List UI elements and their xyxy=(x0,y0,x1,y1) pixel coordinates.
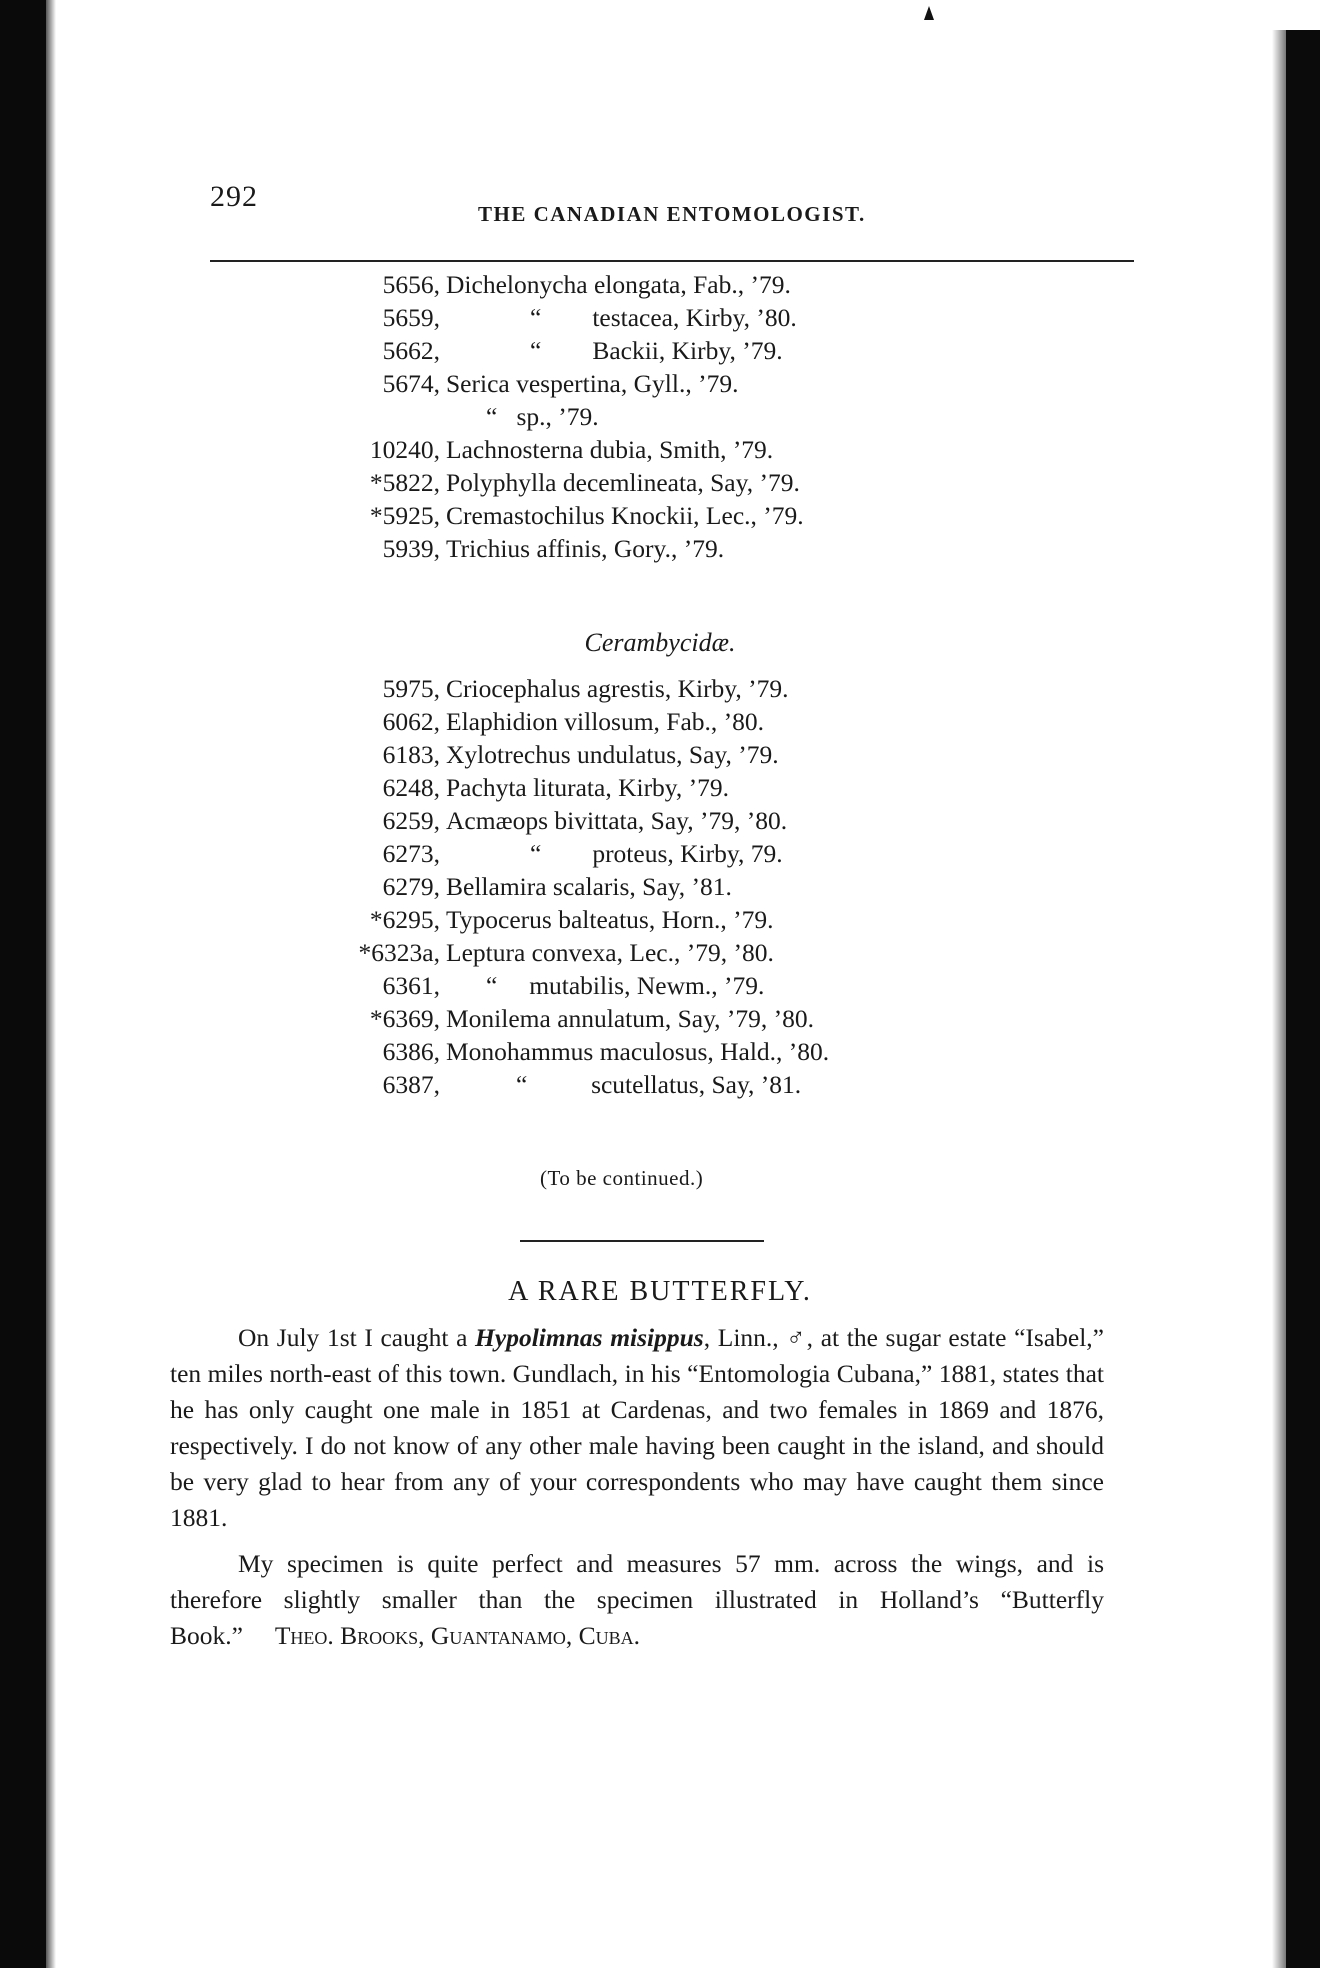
species-name-italic: Hypolimnas misippus xyxy=(475,1323,704,1352)
species-name: Polyphylla decemlineata, Say, ’79. xyxy=(446,468,800,497)
list-item xyxy=(350,672,950,705)
species-name: Elaphidion villosum, Fab., ’80. xyxy=(446,707,765,736)
species-number: *6295, xyxy=(369,905,440,934)
species-name: “ scutellatus, Say, ’81. xyxy=(516,1070,802,1099)
family-heading: Cerambycidæ. xyxy=(584,628,736,657)
list-item xyxy=(350,367,950,400)
list-item xyxy=(350,903,950,936)
species-name: Monohammus maculosus, Hald., ’80. xyxy=(446,1037,830,1066)
paragraph-text: , Linn., ♂, at the sugar estate “Isabel,” ten miles north-east of this town. Gundlach, in his “Entomologia Cubana,” 1881, states that he has only caught one male in 1851 at Cardenas, and two females in 1869 and 1876, respectively. I do not know of any other male having been caught in the island, and should be very glad to hear from any of your correspondents who may have caught them since 1881. xyxy=(170,1323,1104,1532)
article-body xyxy=(170,1320,1104,1664)
species-number: *6369, xyxy=(369,1004,440,1033)
list-item xyxy=(350,499,950,532)
scan-mark xyxy=(924,6,934,20)
list-item xyxy=(350,804,950,837)
species-name: Typocerus balteatus, Horn., ’79. xyxy=(446,905,774,934)
continued-note: (To be continued.) xyxy=(540,1166,704,1190)
species-number: 5656, xyxy=(382,270,440,299)
list-item xyxy=(350,738,950,771)
list-item xyxy=(350,837,950,870)
species-name: Pachyta liturata, Kirby, ’79. xyxy=(446,773,730,802)
species-number: 6279, xyxy=(382,872,440,901)
species-name: Serica vespertina, Gyll., ’79. xyxy=(446,369,739,398)
list-item xyxy=(350,532,950,565)
article-title: A RARE BUTTERFLY. xyxy=(508,1276,812,1307)
species-name: “ proteus, Kirby, 79. xyxy=(530,839,783,868)
species-name: “ testacea, Kirby, ’80. xyxy=(530,303,797,332)
species-number: 6387, xyxy=(382,1070,440,1099)
species-name: Lachnosterna dubia, Smith, ’79. xyxy=(446,435,774,464)
species-list-cerambycidae xyxy=(350,672,950,1101)
list-item xyxy=(350,969,950,1002)
species-number: 5939, xyxy=(382,534,440,563)
species-number: 6248, xyxy=(382,773,440,802)
species-name: Leptura convexa, Lec., ’79, ’80. xyxy=(446,938,774,967)
header-rule xyxy=(210,260,1134,262)
article-paragraph xyxy=(170,1320,1104,1536)
species-number: 6361, xyxy=(382,971,440,1000)
species-name: Bellamira scalaris, Say, ’81. xyxy=(446,872,732,901)
list-item xyxy=(350,268,950,301)
species-name: Acmæops bivittata, Say, ’79, ’80. xyxy=(446,806,788,835)
list-item xyxy=(350,433,950,466)
species-name: Criocephalus agrestis, Kirby, ’79. xyxy=(446,674,789,703)
list-item xyxy=(350,466,950,499)
list-item xyxy=(350,705,950,738)
list-item xyxy=(350,771,950,804)
species-name: Trichius affinis, Gory., ’79. xyxy=(446,534,725,563)
list-item xyxy=(350,1002,950,1035)
species-name: Dichelonycha elongata, Fab., ’79. xyxy=(446,270,791,299)
species-number: 10240, xyxy=(369,435,440,464)
species-number: 5659, xyxy=(382,303,440,332)
species-number: 6386, xyxy=(382,1037,440,1066)
paragraph-text: My specimen is quite perfect and measures 57 mm. across the wings, and is therefore slightly smaller than the specimen illustrated in Holland’s “Butterfly Book.” xyxy=(170,1549,1104,1650)
list-item xyxy=(350,870,950,903)
section-divider xyxy=(520,1240,764,1242)
species-list-scarabaeidae xyxy=(350,268,950,565)
species-number: *5925, xyxy=(369,501,440,530)
running-head: THE CANADIAN ENTOMOLOGIST. xyxy=(478,202,866,226)
list-item xyxy=(350,1035,950,1068)
list-item xyxy=(350,301,950,334)
page-number: 292 xyxy=(210,180,258,213)
list-item xyxy=(350,400,950,433)
species-number: 6259, xyxy=(382,806,440,835)
species-name: “ mutabilis, Newm., ’79. xyxy=(486,971,765,1000)
species-number: *5822, xyxy=(369,468,440,497)
scan-border-left xyxy=(0,0,46,1968)
species-number: 6273, xyxy=(382,839,440,868)
page-header xyxy=(210,180,930,230)
list-item xyxy=(350,334,950,367)
species-name: “ Backii, Kirby, ’79. xyxy=(530,336,783,365)
species-number: 5975, xyxy=(382,674,440,703)
species-name: Cremastochilus Knockii, Lec., ’79. xyxy=(446,501,804,530)
species-number: 5662, xyxy=(382,336,440,365)
list-item xyxy=(350,1068,950,1101)
scan-border-right xyxy=(1286,30,1320,1968)
species-number: 6183, xyxy=(382,740,440,769)
signature: Theo. Brooks, Guantanamo, Cuba. xyxy=(274,1621,641,1650)
species-name: “ sp., ’79. xyxy=(486,402,599,431)
article-paragraph xyxy=(170,1546,1104,1654)
paragraph-text: On July 1st I caught a xyxy=(238,1323,476,1352)
species-number: *6323a, xyxy=(358,938,440,967)
list-item xyxy=(350,936,950,969)
species-name: Xylotrechus undulatus, Say, ’79. xyxy=(446,740,779,769)
species-number: 5674, xyxy=(382,369,440,398)
species-name: Monilema annulatum, Say, ’79, ’80. xyxy=(446,1004,815,1033)
species-number: 6062, xyxy=(382,707,440,736)
